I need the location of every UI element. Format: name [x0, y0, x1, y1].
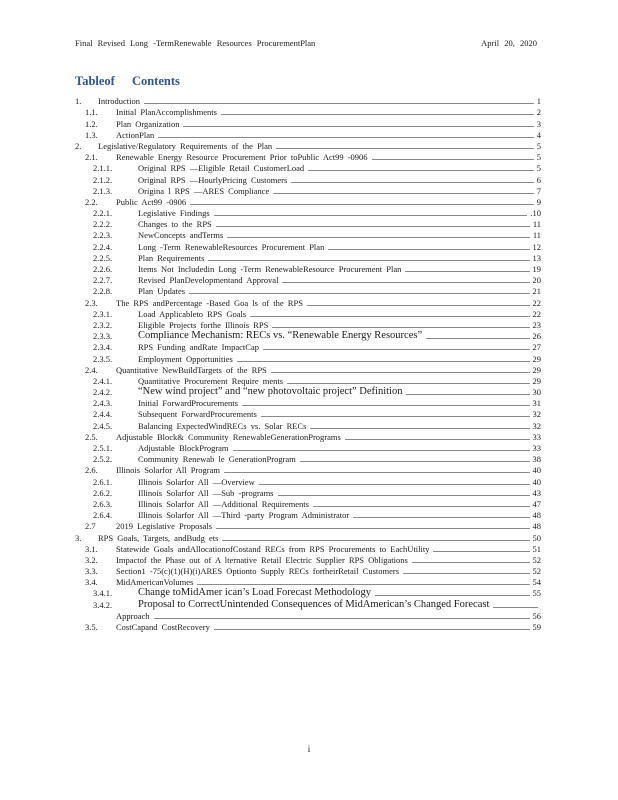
toc-entry[interactable] — [75, 252, 541, 263]
toc-entry-title: MidAmericanVolumes — [116, 577, 194, 588]
toc-entry-title: Original RPS —Eligible Retail CustomerLoad — [138, 163, 305, 174]
toc-leader — [272, 327, 529, 328]
toc-entry-number: 2.2.2. — [93, 219, 113, 230]
toc-entry-number: 2.6. — [85, 465, 98, 476]
toc-entry-number: 2.1.2. — [93, 174, 113, 185]
toc-entry[interactable] — [75, 229, 541, 240]
toc-entry-title: Plan Requirements — [138, 252, 205, 263]
toc-leader — [276, 148, 534, 149]
toc-entry[interactable] — [75, 207, 541, 218]
toc-leader — [221, 114, 534, 115]
toc-entry-number: 1. — [75, 96, 82, 107]
toc-leader — [406, 394, 529, 395]
page-number: i — [307, 744, 311, 754]
toc-entry[interactable] — [75, 375, 541, 386]
toc-entry-page: 29 — [532, 364, 541, 375]
toc-entry[interactable] — [75, 140, 541, 151]
toc-entry-number: 2.2.8. — [93, 286, 113, 297]
toc-entry-number: 2.4.1. — [93, 375, 113, 386]
header-date: April 20, 2020 — [481, 38, 537, 48]
toc-entry[interactable] — [75, 151, 541, 162]
toc-entry-page: 52 — [532, 566, 541, 577]
toc-entry-title: Initial PlanAccomplishments — [116, 107, 217, 118]
toc-leader — [291, 182, 533, 183]
toc-entry-title: Original RPS —HourlyPricing Customers — [138, 174, 288, 185]
toc-leader — [412, 562, 530, 563]
toc-entry[interactable] — [75, 464, 541, 475]
toc-entry[interactable] — [75, 543, 541, 554]
toc-leader — [233, 450, 530, 451]
toc-leader — [310, 428, 529, 429]
toc-entry-page: 32 — [532, 409, 541, 420]
toc-entry[interactable] — [75, 285, 541, 296]
toc-leader — [313, 506, 530, 507]
toc-entry-title: Introduction — [98, 96, 141, 107]
toc-entry-number: 2.3.4. — [93, 342, 113, 353]
toc-entry[interactable] — [75, 576, 541, 587]
toc-entry-page: 54 — [532, 577, 541, 588]
toc-entry-number: 2.3.2. — [93, 319, 113, 330]
toc-entry[interactable] — [75, 185, 541, 196]
toc-entry-title: Balancing ExpectedWindRECs vs. Solar RECs — [138, 420, 307, 431]
toc-entry[interactable] — [75, 565, 541, 576]
toc-entry-number: 1.2. — [85, 118, 98, 129]
toc-entry-page: 59 — [532, 622, 541, 632]
toc-entry-number: 3.5. — [85, 622, 98, 632]
toc-entry-title: Plan Organization — [116, 118, 180, 129]
toc-entry-title: Illinois Solarfor All —Sub -programs — [138, 487, 274, 498]
toc-entry-page: 52 — [532, 554, 541, 565]
toc-leader — [307, 305, 530, 306]
toc-entry-number: 2. — [75, 140, 82, 151]
toc-entry-page: 4 — [536, 129, 541, 140]
toc-entry[interactable] — [75, 173, 541, 184]
toc-entry-page: 38 — [532, 454, 541, 465]
toc-entry-title: Statewide Goals andAllocationofCostand RECs from RPS Procurements to EachUtility — [116, 543, 430, 554]
toc-entry-page: .10 — [530, 208, 541, 219]
toc-entry-page: 55 — [532, 588, 541, 599]
toc-entry-page: 26 — [532, 331, 541, 342]
toc-entry-title: Changes to the RPS — [138, 219, 212, 230]
toc-entry-page: 2 — [536, 107, 541, 118]
toc-leader — [158, 137, 534, 138]
toc-entry-page: 40 — [532, 476, 541, 487]
toc-entry-page: 12 — [532, 241, 541, 252]
toc-entry-page: 9 — [536, 196, 541, 207]
toc-leader — [214, 629, 530, 630]
header-document-title: Final Revised Long -TermRenewable Resources ProcurementPlan — [75, 38, 316, 48]
toc-entry-title: RPS Goals, Targets, andBudg ets — [98, 532, 219, 543]
toc-entry-title: The RPS andPercentage -Based Goa ls of the RPS — [116, 297, 303, 308]
toc-entry-page: 27 — [532, 342, 541, 353]
toc-entry[interactable] — [75, 106, 541, 117]
toc-leader — [375, 595, 530, 596]
page-header — [75, 38, 537, 50]
toc-entry[interactable] — [75, 240, 541, 251]
toc-entry-number: 2.6.2. — [93, 487, 113, 498]
toc-entry-title: Subsequent ForwardProcurements — [138, 409, 257, 420]
toc-entry-page: 22 — [532, 297, 541, 308]
toc-entry-title: Origina l RPS —ARES Compliance — [138, 185, 270, 196]
toc-entry-number: 2.5.1. — [93, 443, 113, 453]
toc-entry-number: 2.2.5. — [93, 252, 113, 263]
toc-leader — [197, 584, 529, 585]
toc-leader — [345, 439, 530, 440]
toc-entry-page: 48 — [532, 521, 541, 532]
toc-leader — [426, 338, 529, 339]
toc-entry-title: Load Applicableto RPS Goals — [138, 308, 247, 319]
toc-entry-title: NewConcepts andTerms — [138, 230, 224, 241]
toc-entry-number: 2.4.5. — [93, 420, 113, 431]
toc-leader — [405, 271, 529, 272]
toc-leader — [183, 126, 533, 127]
toc-entry-title: Public Act99 -0906 — [116, 196, 187, 207]
toc-entry-title: Legislative/Regulatory Requirements of the Plan — [98, 140, 273, 151]
toc-entry-page: 48 — [532, 510, 541, 521]
toc-entry-number: 3.3. — [85, 566, 98, 577]
toc-heading: Tableof Contents — [75, 74, 180, 88]
toc-leader — [372, 159, 534, 160]
toc-entry-title: Illinois Solarfor All —Third -party Program Administrator — [138, 510, 350, 521]
toc-entry[interactable] — [75, 587, 541, 598]
toc-leader — [154, 618, 530, 619]
toc-entry-number: 2.2.1. — [93, 208, 113, 219]
toc-entry[interactable] — [75, 431, 541, 442]
toc-entry[interactable] — [75, 341, 541, 352]
toc-entry-page: 1 — [536, 96, 541, 107]
toc-entry[interactable] — [75, 274, 541, 285]
toc-entry-title: “New wind project” and “new photovoltaic project” Definition — [138, 386, 403, 398]
toc-entry-title: Initial ForwardProcurements — [138, 398, 238, 409]
toc-entry-page: 29 — [532, 353, 541, 364]
toc-entry[interactable] — [75, 218, 541, 229]
toc-entry[interactable] — [75, 554, 541, 565]
toc-entry-title: Illinois Solarfor All —Additional Requirements — [138, 498, 309, 509]
toc-entry[interactable] — [75, 129, 541, 140]
toc-entry-continuation[interactable] — [75, 610, 541, 621]
toc-leader — [328, 249, 529, 250]
toc-entry-title: Legislative Findings — [138, 208, 210, 219]
toc-entry-page: 32 — [532, 420, 541, 431]
toc-entry-number: 2.2.4. — [93, 241, 113, 252]
toc-entry-page: 20 — [532, 275, 541, 286]
toc-entry-title: Long -Term RenewableResources Procurement Plan — [138, 241, 325, 252]
toc-entry[interactable] — [75, 442, 541, 453]
toc-entry-title: ActionPlan — [116, 129, 155, 140]
toc-entry-page: 11 — [532, 219, 541, 230]
toc-entry-page: 40 — [532, 465, 541, 476]
toc-entry-number: 2.7 — [85, 521, 96, 532]
toc-leader — [189, 293, 529, 294]
toc-leader — [237, 361, 530, 362]
toc-leader — [433, 551, 529, 552]
toc-entry-number: 2.4. — [85, 364, 98, 375]
toc-leader — [287, 383, 529, 384]
toc-entry[interactable] — [75, 386, 541, 397]
toc-leader — [227, 237, 530, 238]
toc-entry-number: 3.4. — [85, 577, 98, 588]
toc-entry-page: 50 — [532, 532, 541, 543]
toc-leader — [208, 260, 529, 261]
toc-entry-title: Illinois Solarfor All Program — [116, 465, 220, 476]
toc-entry-title: Illinois Solarfor All —Overview — [138, 476, 255, 487]
toc-leader — [242, 405, 530, 406]
toc-entry[interactable] — [75, 308, 541, 319]
toc-entry-title: CostCapand CostRecovery — [116, 622, 210, 632]
toc-entry-title: Adjustable BlockProgram — [138, 443, 229, 453]
toc-leader — [278, 495, 530, 496]
toc-entry-page: 29 — [532, 375, 541, 386]
toc-entry-number: 2.1.3. — [93, 185, 113, 196]
toc-entry-page: 5 — [536, 140, 541, 151]
toc-entry-page: 19 — [532, 264, 541, 274]
toc-entry[interactable] — [75, 621, 541, 632]
toc-entry-number: 2.3.5. — [93, 353, 113, 364]
toc-entry-title: Quantitative NewBuildTargets of the RPS — [116, 364, 267, 375]
toc-entry-title: Approach — [116, 610, 150, 621]
toc-leader — [224, 472, 530, 473]
toc-entry[interactable] — [75, 196, 541, 207]
toc-entry-page: 47 — [532, 498, 541, 509]
toc-leader — [263, 349, 530, 350]
toc-entry-page: 7 — [536, 185, 541, 196]
toc-entry-title: Eligible Projects forthe Illinois RPS — [138, 319, 269, 330]
toc-leader — [273, 193, 534, 194]
toc-entry[interactable] — [75, 364, 541, 375]
toc-entry-page: 30 — [532, 387, 541, 398]
toc-entry[interactable] — [75, 319, 541, 330]
toc-entry[interactable] — [75, 419, 541, 430]
toc-leader — [216, 528, 529, 529]
toc-entry-title: Proposal to CorrectUnintended Consequences of MidAmerican’s Changed Forecast — [138, 598, 490, 610]
toc-entry-number: 2.3.1. — [93, 308, 113, 319]
toc-entry-number: 2.6.1. — [93, 476, 113, 487]
toc-entry-number: 1.1. — [85, 107, 98, 118]
toc-entry-number: 3.4.2. — [93, 599, 113, 610]
toc-entry-page: 5 — [536, 163, 541, 174]
toc-entry[interactable] — [75, 453, 541, 464]
toc-entry[interactable] — [75, 117, 541, 128]
toc-entry-number: 2.2.3. — [93, 230, 113, 241]
toc-entry-title: Renewable Energy Resource Procurement Prior toPublic Act99 -0906 — [116, 152, 368, 163]
toc-leader — [403, 573, 529, 574]
toc-entry[interactable] — [75, 95, 541, 106]
toc-entry-page: 22 — [532, 308, 541, 319]
toc-entry-number: 2.1. — [85, 152, 98, 163]
toc-entry-title: Adjustable Block& Community RenewableGenerationPrograms — [116, 431, 341, 442]
toc-leader — [271, 372, 530, 373]
toc-entry[interactable] — [75, 330, 541, 341]
toc-leader — [250, 316, 529, 317]
toc-entry[interactable] — [75, 475, 541, 486]
toc-entry[interactable] — [75, 498, 541, 509]
toc-entry-page: 56 — [532, 610, 541, 621]
toc-entry-title: Community Renewab le GenerationProgram — [138, 454, 296, 465]
toc-entry-number: 3.2. — [85, 554, 98, 565]
toc-entry[interactable] — [75, 520, 541, 531]
toc-entry[interactable] — [75, 352, 541, 363]
toc-leader — [190, 204, 534, 205]
toc-leader — [282, 282, 529, 283]
toc-entry-number: 2.6.4. — [93, 510, 113, 521]
toc-entry[interactable] — [75, 598, 541, 609]
toc-entry-number: 2.2.7. — [93, 275, 113, 286]
toc-leader — [308, 170, 534, 171]
toc-entry-number: 3. — [75, 532, 82, 543]
toc-entry[interactable] — [75, 263, 541, 274]
toc-entry-number: 2.2.6. — [93, 264, 113, 274]
toc-leader — [216, 226, 530, 227]
toc-entry-number: 2.1.1. — [93, 163, 113, 174]
toc-entry-number: 2.5.2. — [93, 454, 113, 465]
toc-leader — [261, 416, 530, 417]
toc-entry-page: 43 — [532, 487, 541, 498]
toc-entry-page: 23 — [532, 319, 541, 330]
toc-entry[interactable] — [75, 162, 541, 173]
toc-leader — [214, 215, 528, 216]
toc-leader — [493, 607, 538, 608]
toc-entry-number: 2.4.4. — [93, 409, 113, 420]
toc-entry-number: 2.4.3. — [93, 398, 113, 409]
toc-entry-title: 2019 Legislative Proposals — [116, 521, 213, 532]
toc-entry-number: 3.4.1. — [93, 588, 113, 599]
toc-entry-title: RPS Funding andRate ImpactCap — [138, 342, 259, 353]
toc-entry-page: 33 — [532, 431, 541, 442]
toc-entry-title: Section1 -75(c)(1)(H)(i)ARES Optionto Supply RECs fortheirRetail Customers — [116, 566, 400, 577]
toc-leader — [259, 484, 530, 485]
toc-entry-page: 11 — [532, 230, 541, 241]
toc-entry-page: 3 — [536, 118, 541, 129]
toc-entry-number: 2.3.3. — [93, 331, 113, 342]
toc-leader — [353, 517, 529, 518]
toc-entry-number: 2.5. — [85, 431, 98, 442]
toc-entry[interactable] — [75, 408, 541, 419]
toc-entry-title: Revised PlanDevelopmentand Approval — [138, 275, 279, 286]
toc-entry-number: 2.3. — [85, 297, 98, 308]
toc-entry[interactable] — [75, 531, 541, 542]
toc-entry-title: Impactof the Phase out of A lternative Retail Electric Supplier RPS Obligations — [116, 554, 408, 565]
toc-entry[interactable] — [75, 509, 541, 520]
toc-entry-title: Quantitative Procurement Require ments — [138, 375, 284, 386]
toc-entry-page: 31 — [532, 398, 541, 409]
toc-leader — [144, 103, 534, 104]
toc-entry[interactable] — [75, 487, 541, 498]
toc-entry-title: Items Not Includedin Long -Term RenewableResource Procurement Plan — [138, 264, 402, 274]
toc-entry-title: Compliance Mechanism: RECs vs. “Renewable Energy Resources” — [138, 330, 423, 342]
toc-entry-number: 3.1. — [85, 543, 98, 554]
toc-entry-page: 6 — [536, 174, 541, 185]
toc-entry-page: 51 — [532, 543, 541, 554]
toc-entry-title: Employment Opportunities — [138, 353, 233, 364]
toc-entry-number: 2.4.2. — [93, 387, 113, 398]
toc-entry[interactable] — [75, 397, 541, 408]
toc-entry-page: 13 — [532, 252, 541, 263]
toc-entry-number: 2.2. — [85, 196, 98, 207]
toc-entry-title: Plan Updates — [138, 286, 186, 297]
toc-entry[interactable] — [75, 296, 541, 307]
toc-leader — [300, 461, 530, 462]
toc-entry-number: 1.3. — [85, 129, 98, 140]
toc-entry-page: 33 — [532, 443, 541, 453]
toc-entry-title: Change toMidAmer ican’s Load Forecast Methodology — [138, 587, 371, 599]
toc-entry-page: 21 — [532, 286, 541, 297]
toc-entry-number: 2.6.3. — [93, 498, 113, 509]
table-of-contents — [75, 95, 541, 632]
toc-entry-page: 5 — [536, 152, 541, 163]
toc-leader — [222, 540, 529, 541]
